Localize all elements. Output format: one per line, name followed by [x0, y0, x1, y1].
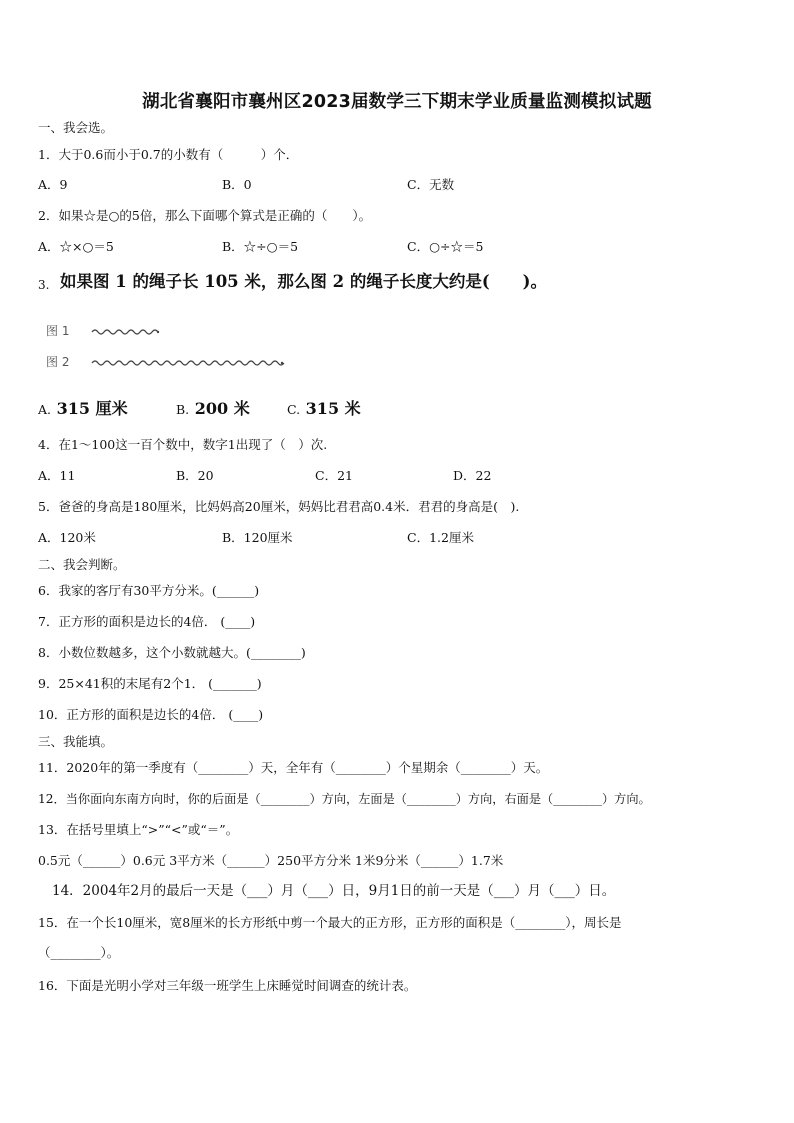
question-11: 11．2020年的第一季度有（________）天，全年有（________）个星期余（________）天。 — [38, 760, 549, 775]
q5-option-a: A．120米 — [38, 530, 96, 545]
q2-option-c: C．○÷☆＝5 — [407, 239, 484, 254]
q3-option-c: 315 米 — [305, 399, 361, 418]
q3-option-a: 315 厘米 — [56, 399, 128, 418]
q1-option-c: C．无数 — [407, 177, 455, 192]
q3-option-b-label: B. — [176, 402, 190, 417]
question-2: 2．如果☆是○的5倍，那么下面哪个算式是正确的（ ）。 — [38, 208, 372, 223]
question-15: 15．在一个长10厘米，宽8厘米的长方形纸中剪一个最大的正方形，正方形的面积是（________），周长是 — [38, 915, 622, 930]
q4-option-b: B．20 — [176, 468, 214, 483]
question-13: 13．在括号里填上“>”“<”或“＝”。 — [38, 822, 239, 837]
q5-option-c: C．1.2厘米 — [407, 530, 474, 545]
q1-option-a: A．9 — [38, 177, 68, 192]
q4-option-a: A．11 — [38, 468, 76, 483]
question-3-number: 3. — [38, 278, 50, 292]
q2-option-a: A．☆×○＝5 — [38, 239, 114, 254]
question-15-continued: （________）。 — [38, 945, 120, 960]
question-16: 16．下面是光明小学对三年级一班学生上床睡觉时间调查的统计表。 — [38, 978, 417, 993]
question-5: 5．爸爸的身高是180厘米，比妈妈高20厘米，妈妈比君君高0.4米．君君的身高是( ). — [38, 499, 520, 514]
page-title: 湖北省襄阳市襄州区2023届数学三下期末学业质量监测模拟试题 — [142, 92, 652, 112]
question-1: 1．大于0.6而小于0.7的小数有（ ）个． — [38, 147, 299, 162]
q4-option-d: D．22 — [453, 468, 492, 483]
figure-2-label: 图 2 — [46, 355, 70, 369]
section-heading-judge: 二、我会判断。 — [38, 557, 126, 572]
q3-option-a-label: A. — [38, 402, 52, 417]
question-7: 7．正方形的面积是边长的4倍． (____) — [38, 614, 256, 629]
q4-option-c: C．21 — [315, 468, 353, 483]
question-4: 4．在1～100这一百个数中，数字1出现了（ ）次. — [38, 437, 328, 452]
rope-figure-2 — [90, 357, 286, 369]
question-9: 9．25×41积的末尾有2个1． (_______) — [38, 676, 262, 691]
question-13-items: 0.5元（______）0.6元 3平方米（______）250平方分米 1米9分米（______）1.7米 — [38, 853, 504, 868]
question-8: 8．小数位数越多，这个小数就越大。(________) — [38, 645, 306, 660]
rope-figure-1 — [90, 326, 162, 338]
question-14: 14．2004年2月的最后一天是（___）月（___）日，9月1日的前一天是（___）月（___）日。 — [52, 883, 616, 899]
q2-option-b: B．☆÷○＝5 — [222, 239, 299, 254]
q3-option-b: 200 米 — [194, 399, 250, 418]
figure-1-label: 图 1 — [46, 324, 70, 338]
question-10: 10．正方形的面积是边长的4倍． (____) — [38, 707, 264, 722]
question-3: 如果图 1 的绳子长 105 米，那么图 2 的绳子长度大约是( )。 — [60, 272, 547, 291]
q1-option-b: B．0 — [222, 177, 252, 192]
q5-option-b: B．120厘米 — [222, 530, 293, 545]
q3-option-c-label: C. — [287, 402, 301, 417]
question-6: 6．我家的客厅有30平方分米。(______) — [38, 583, 260, 598]
section-heading-fill: 三、我能填。 — [38, 734, 114, 749]
question-12: 12．当你面向东南方向时，你的后面是（________）方向，左面是（________）方向，右面是（________）方向。 — [38, 792, 651, 806]
section-heading-choose: 一、我会选。 — [38, 120, 114, 135]
